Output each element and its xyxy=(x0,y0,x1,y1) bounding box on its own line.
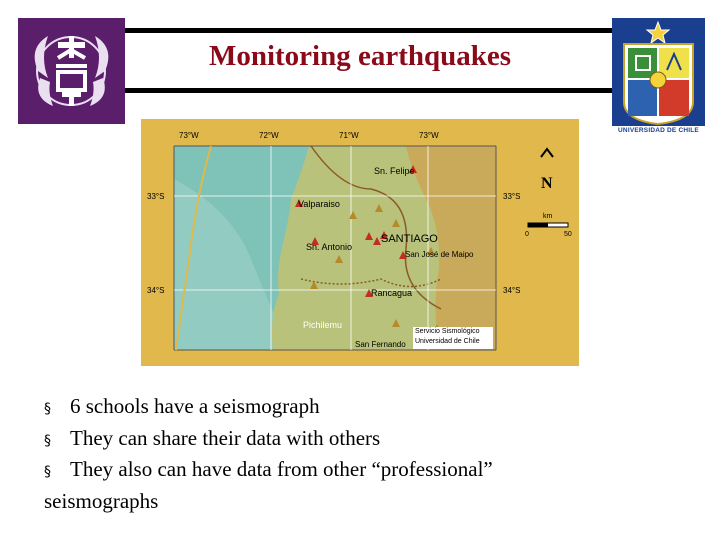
bullet-item xyxy=(44,424,684,456)
lon-label: 72°W xyxy=(259,131,279,140)
lon-label: 71°W xyxy=(339,131,359,140)
place-label: San José de Maipo xyxy=(405,250,474,259)
north-label: N xyxy=(541,175,553,192)
place-label: SANTIAGO xyxy=(381,233,438,245)
place-label: San Fernando xyxy=(355,340,406,349)
place-label: Valparaiso xyxy=(298,199,340,209)
map-credit: Universidad de Chile xyxy=(415,338,480,345)
right-logo-caption: UNIVERSIDAD DE CHILE xyxy=(618,127,699,134)
bullet-item xyxy=(44,455,684,487)
bullet-text: They also can have data from other “professional” xyxy=(70,457,493,481)
left-university-logo xyxy=(18,18,125,124)
lon-label: 73°W xyxy=(179,131,199,140)
bullet-list xyxy=(44,392,684,515)
right-university-logo xyxy=(612,18,705,140)
bullet-text: They can share their data with others xyxy=(70,425,381,450)
scale-unit: km xyxy=(543,213,553,220)
bullet-text: 6 schools have a seismograph xyxy=(70,394,320,418)
bullet-marker: § xyxy=(44,401,51,417)
place-label: Sn. Felipe xyxy=(374,166,415,176)
map-credit: Servicio Sismológico xyxy=(415,328,480,335)
title-bar-bottom xyxy=(125,88,612,93)
seismic-map xyxy=(141,119,579,366)
bullet-item xyxy=(44,392,684,424)
scale-start: 0 xyxy=(525,231,529,238)
slide-title: Monitoring earthquakes xyxy=(208,40,512,72)
lon-label: 73°W xyxy=(419,131,439,140)
title-bar-top xyxy=(125,28,612,33)
bullet-marker: § xyxy=(44,464,51,480)
bullet-marker: § xyxy=(44,432,51,449)
bullet-continuation: seismographs xyxy=(44,488,159,513)
place-label: Sn. Antonio xyxy=(306,242,353,252)
place-label: Pichilemu xyxy=(303,320,343,330)
place-label: Rancagua xyxy=(371,288,413,298)
scale-end: 50 xyxy=(564,231,572,238)
lat-label: 34°S xyxy=(503,286,521,295)
lat-label: 33°S xyxy=(147,192,165,201)
lat-label: 33°S xyxy=(503,192,521,201)
lat-label: 34°S xyxy=(147,286,165,295)
